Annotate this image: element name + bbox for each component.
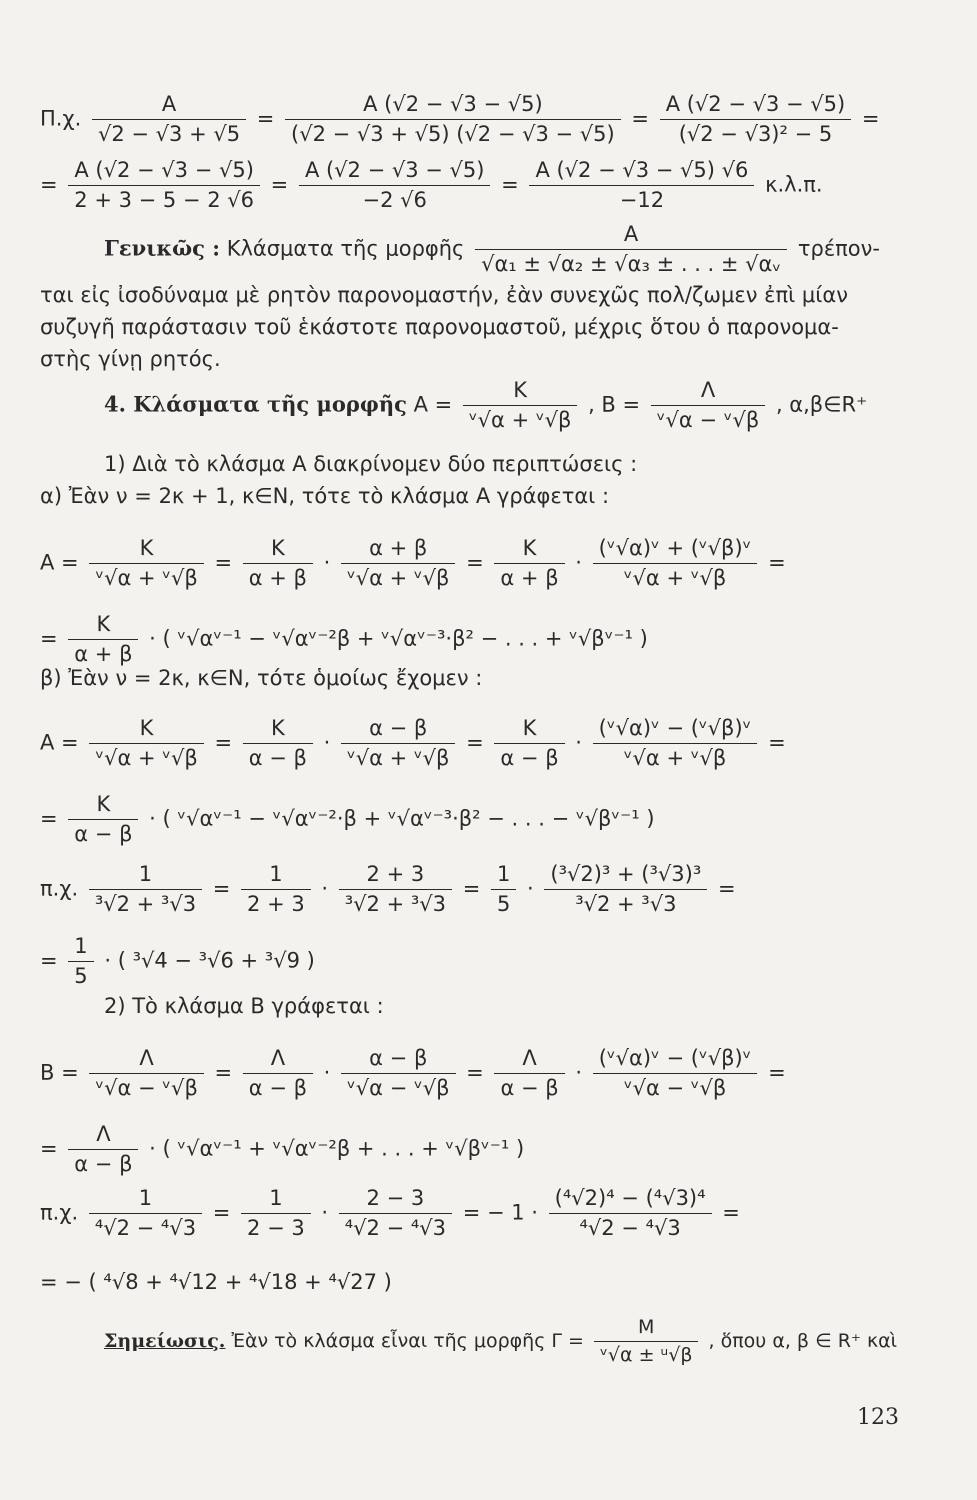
fraction: $\frac{\text{(ᵛ√α)ᵛ − (ᵛ√β)ᵛ}}{\text{ᵛ√α − ᵛ√β}}$ — [593, 1046, 758, 1101]
fraction: $\frac{K}{\text{ᵛ√α + ᵛ√β}}$ — [89, 536, 203, 591]
fraction: $\frac{\Lambda}{\text{ᵛ√α − ᵛ√β}}$ — [651, 378, 765, 433]
fraction: $\frac{A (√2 - √3 - √5)}{(√2 - √3 + √5) (√2 - √3 - √5)}$ — [285, 92, 621, 147]
section-title: 4. Κλάσματα τῆς μορφῆς — [104, 391, 407, 417]
fraction: $\frac{K}{\alpha + \beta}$ — [243, 536, 313, 591]
example-1-line-1: Π.χ. $\frac{A}{√2 - √3 + √5}$ = $\frac{A (√2 - √3 - √5)}{(√2 - √3 + √5) (√2 - √3 - √5)}$ = $\frac{A (√2 - √3 - √5)}{\text{(√2 − √3)² − 5}}$ = — [40, 92, 880, 147]
fraction: $\frac{\text{(⁴√2)⁴ − (⁴√3)⁴}}{\text{⁴√2 − ⁴√3}}$ — [549, 1186, 712, 1241]
fraction: $\frac{K}{\alpha + \beta}$ — [494, 536, 564, 591]
fraction: $\frac{A (√2 - √3 - √5)}{\text{(√2 − √3)² − 5}}$ — [660, 92, 852, 147]
case-1-intro: 1) Διὰ τὸ κλάσμα Α διακρίνομεν δύο περιπτώσεις : — [104, 452, 638, 476]
case-2-example: π.χ. $\frac{1}{\text{⁴√2 − ⁴√3}}$ = $\frac{1}{2 - 3}$ · $\frac{2 - 3}{\text{⁴√2 − ⁴√3}}$ = − 1 · $\frac{\text{(⁴√2)⁴ − (⁴√3)⁴}}{\text{⁴√2 − ⁴√3}}$ = — [40, 1186, 740, 1241]
case-1-alpha: α) Ἐὰν ν = 2κ + 1, κ∈Ν, τότε τὸ κλάσμα Α γράφεται : — [40, 484, 610, 508]
general-line-3: συζυγῆ παράστασιν τοῦ ἑκάστοτε παρονομαστοῦ, μέχρις ὅτου ὁ παρονομα- — [40, 315, 839, 339]
general-heading: Γενικῶς : — [104, 235, 220, 261]
etc-text: κ.λ.π. — [765, 172, 823, 197]
fraction: $\frac{A (√2 - √3 - √5)}{-2 √6}$ — [299, 158, 491, 213]
fraction: $\frac{\alpha - \beta}{\text{ᵛ√α − ᵛ√β}}$ — [341, 1046, 455, 1101]
fraction: $\frac{1}{2 + 3}$ — [241, 862, 311, 917]
fraction: $\frac{A}{√2 - √3 + √5}$ — [92, 92, 246, 147]
fraction: $\frac{\text{(³√2)³ + (³√3)³}}{\text{³√2 + ³√3}}$ — [544, 862, 707, 917]
fraction: $\frac{1}{5}$ — [68, 934, 93, 989]
fraction: $\frac{K}{\alpha - \beta}$ — [68, 792, 138, 847]
fraction: $\frac{K}{\text{ᵛ√α + ᵛ√β}}$ — [89, 716, 203, 771]
note-label: Σημείωσις. — [104, 1329, 226, 1352]
fraction: $\frac{\alpha - \beta}{\text{ᵛ√α + ᵛ√β}}$ — [341, 716, 455, 771]
fraction: $\frac{1}{\text{⁴√2 − ⁴√3}}$ — [89, 1186, 202, 1241]
general-line-4: στὴς γίνῃ ρητός. — [40, 347, 221, 371]
case-2-intro: 2) Τὸ κλάσμα Β γράφεται : — [104, 994, 384, 1018]
fraction: $\frac{K}{\text{ᵛ√α + ᵛ√β}}$ — [463, 378, 577, 433]
case-1-beta: β) Ἐὰν ν = 2κ, κ∈Ν, τότε ὁμοίως ἔχομεν : — [40, 666, 483, 690]
fraction: $\frac{A (√2 - √3 - √5)}{2 + 3 - 5 - 2 √6}$ — [68, 158, 260, 213]
fraction: $\frac{1}{5}$ — [491, 862, 516, 917]
fraction: $\frac{\Lambda}{\alpha - \beta}$ — [68, 1122, 138, 1177]
fraction: $\frac{A (√2 - √3 - √5) √6}{-12}$ — [529, 158, 754, 213]
example-label: Π.χ. — [40, 106, 82, 131]
case-2-formula-1: Β = $\frac{\Lambda}{\text{ᵛ√α − ᵛ√β}}$ = $\frac{\Lambda}{\alpha - \beta}$ · $\frac{\alpha - \beta}{\text{ᵛ√α − ᵛ√β}}$ = $\frac{\Lambda}{\alpha - \beta}$ · $\frac{\text{(ᵛ√α)ᵛ − (ᵛ√β)ᵛ}}{\text{ᵛ√α − ᵛ√β}}$ = — [40, 1046, 786, 1101]
case-2-formula-2: = $\frac{\Lambda}{\alpha - \beta}$ · ( ᵛ√αᵛ⁻¹ + ᵛ√αᵛ⁻²β + . . . + ᵛ√βᵛ⁻¹ ) — [40, 1122, 525, 1177]
general-line-2: ται εἰς ἰσοδύναμα μὲ ρητὸν παρονομαστήν, ἐὰν συνεχῶς πολ/ζωμεν ἐπὶ μίαν — [40, 283, 848, 307]
fraction: $\frac{A}{\text{√α₁ ± √α₂ ± √α₃ ± . . . ± √αᵥ}}$ — [475, 222, 787, 277]
case-1-formula-4: = $\frac{K}{\alpha - \beta}$ · ( ᵛ√αᵛ⁻¹ − ᵛ√αᵛ⁻²·β + ᵛ√αᵛ⁻³·β² − . . . − ᵛ√βᵛ⁻¹ ) — [40, 792, 655, 847]
fraction: $\frac{\Lambda}{\alpha - \beta}$ — [494, 1046, 564, 1101]
section-4-title-line: 4. Κλάσματα τῆς μορφῆς Α = $\frac{K}{\text{ᵛ√α + ᵛ√β}}$ , Β = $\frac{\Lambda}{\text{ᵛ√α − ᵛ√β}}$ , α,β∈R⁺ — [104, 378, 868, 433]
case-1-formula-2: = $\frac{K}{\alpha + \beta}$ · ( ᵛ√αᵛ⁻¹ − ᵛ√αᵛ⁻²β + ᵛ√αᵛ⁻³·β² − . . . + ᵛ√βᵛ⁻¹ ) — [40, 612, 648, 667]
fraction: $\frac{1}{2 - 3}$ — [241, 1186, 311, 1241]
example-1-line-2: = $\frac{A (√2 - √3 - √5)}{2 + 3 - 5 - 2 √6}$ = $\frac{A (√2 - √3 - √5)}{-2 √6}$ = $\frac{A (√2 - √3 - √5) √6}{-12}$ κ.λ.π. — [40, 158, 823, 213]
fraction: $\frac{K}{\alpha - \beta}$ — [494, 716, 564, 771]
fraction: $\frac{2 + 3}{\text{³√2 + ³√3}}$ — [339, 862, 452, 917]
fraction: $\frac{\Lambda}{\text{ᵛ√α − ᵛ√β}}$ — [89, 1046, 203, 1101]
note-line: Σημείωσις. Ἐὰν τὸ κλάσμα εἶναι τῆς μορφῆς Γ = $\frac{M}{\text{ᵛ√α ± ᵘ√β}}$ , ὅπου α, β ∈ R⁺ καὶ — [104, 1316, 898, 1366]
case-2-example-result: = − ( ⁴√8 + ⁴√12 + ⁴√18 + ⁴√27 ) — [40, 1270, 392, 1294]
case-1-formula-1: Α = $\frac{K}{\text{ᵛ√α + ᵛ√β}}$ = $\frac{K}{\alpha + \beta}$ · $\frac{\alpha + \beta}{\text{ᵛ√α + ᵛ√β}}$ = $\frac{K}{\alpha + \beta}$ · $\frac{\text{(ᵛ√α)ᵛ + (ᵛ√β)ᵛ}}{\text{ᵛ√α + ᵛ√β}}$ = — [40, 536, 786, 591]
fraction: $\frac{\text{(ᵛ√α)ᵛ + (ᵛ√β)ᵛ}}{\text{ᵛ√α + ᵛ√β}}$ — [593, 536, 758, 591]
fraction: $\frac{2 - 3}{\text{⁴√2 − ⁴√3}}$ — [339, 1186, 452, 1241]
general-trail: τρέπον- — [797, 236, 880, 261]
fraction: $\frac{K}{\alpha + \beta}$ — [68, 612, 138, 667]
case-1-example-result: = $\frac{1}{5}$ · ( ³√4 − ³√6 + ³√9 ) — [40, 934, 315, 989]
general-line-1 — [104, 222, 880, 277]
fraction: $\frac{K}{\alpha - \beta}$ — [243, 716, 313, 771]
fraction: $\frac{1}{\text{³√2 + ³√3}}$ — [89, 862, 202, 917]
case-1-formula-3: Α = $\frac{K}{\text{ᵛ√α + ᵛ√β}}$ = $\frac{K}{\alpha - \beta}$ · $\frac{\alpha - \beta}{\text{ᵛ√α + ᵛ√β}}$ = $\frac{K}{\alpha - \beta}$ · $\frac{\text{(ᵛ√α)ᵛ − (ᵛ√β)ᵛ}}{\text{ᵛ√α + ᵛ√β}}$ = — [40, 716, 786, 771]
fraction: $\frac{\text{(ᵛ√α)ᵛ − (ᵛ√β)ᵛ}}{\text{ᵛ√α + ᵛ√β}}$ — [593, 716, 758, 771]
fraction: $\frac{\Lambda}{\alpha - \beta}$ — [243, 1046, 313, 1101]
general-intro: Κλάσματα τῆς μορφῆς — [226, 236, 465, 261]
page-number: 123 — [857, 1405, 899, 1430]
fraction: $\frac{\alpha + \beta}{\text{ᵛ√α + ᵛ√β}}$ — [341, 536, 455, 591]
case-1-example: π.χ. $\frac{1}{\text{³√2 + ³√3}}$ = $\frac{1}{2 + 3}$ · $\frac{2 + 3}{\text{³√2 + ³√3}}$ = $\frac{1}{5}$ · $\frac{\text{(³√2)³ + (³√3)³}}{\text{³√2 + ³√3}}$ = — [40, 862, 736, 917]
fraction: $\frac{M}{\text{ᵛ√α ± ᵘ√β}}$ — [594, 1316, 698, 1367]
